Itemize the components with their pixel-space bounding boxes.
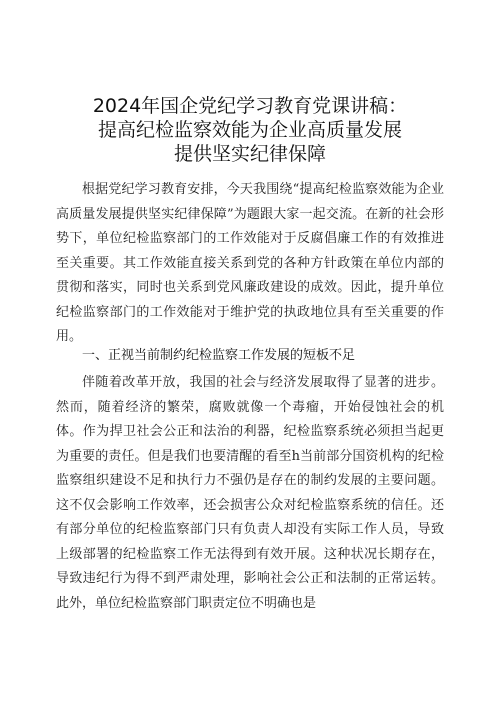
document-title <box>0 94 500 166</box>
intro-paragraph: 根据党纪学习教育安排，今天我围绕“提高纪检监察效能为企业高质量发展提供坚实纪律保障”为题跟大家一起交流。在新的社会形势下，单位纪检监察部门的工作效能对于反腐倡廉工作的有效推进至关重要。其工作效能直接关系到党的各种方针政策在单位内部的贯彻和落实，同时也关系到党风廉政建设的成效。因此，提升单位纪检监察部门的工作效能对于维护党的执政地位具有至关重要的作用。 <box>56 182 444 344</box>
section-1-heading: 一、正视当前制约纪检监察工作发展的短板不足 <box>82 348 356 363</box>
section-1-paragraph: 伴随着改革开放，我国的社会与经济发展取得了显著的进步。然而，随着经济的繁荣，腐败就像一个毒瘤，开始侵蚀社会的机体。作为捍卫社会公正和法治的利器，纪检监察系统必须担当起更为重要的责任。但是我们也要清醒的看至h当前部分国资机构的纪检监察组织建设不足和执行力不强仍是存在的制约发展的主要问题。这不仅会影响工作效率，还会损害公众对纪检监察系统的信任。还有部分单位的纪检监察部门只有负责人却没有实际工作人员，导致上级部署的纪检监察工作无法得到有效开展。这种状况长期存在，导致违纪行为得不到严肃处理，影响社会公正和法制的正常运转。此外，单位纪检监察部门职责定位不明确也是 <box>56 375 444 611</box>
intro-section <box>56 178 444 350</box>
title-line-1: 2024年国企党纪学习教育党课讲稿： <box>92 95 408 117</box>
title-line-3: 提供坚实纪律保障 <box>173 143 326 165</box>
title-line-2: 提高纪检监察效能为企业高质量发展 <box>97 119 402 141</box>
section-1-body <box>56 371 444 616</box>
